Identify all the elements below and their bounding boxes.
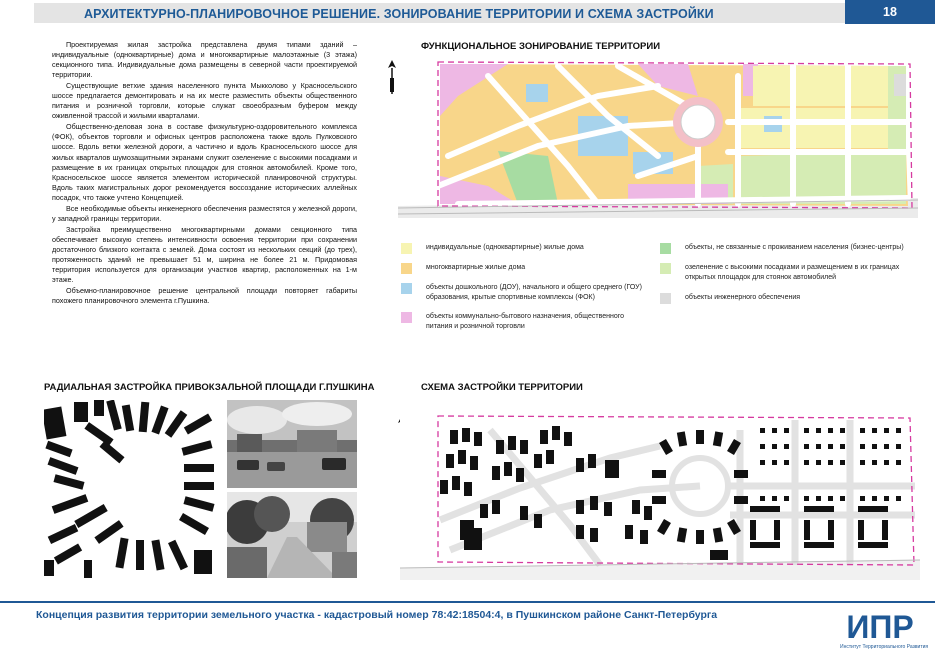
zoning-title: ФУНКЦИОНАЛЬНОЕ ЗОНИРОВАНИЕ ТЕРРИТОРИИ [421, 41, 661, 52]
scheme-title: СХЕМА ЗАСТРОЙКИ ТЕРРИТОРИИ [421, 382, 583, 393]
legend-label: объекты инженерного обеспечения [685, 294, 801, 301]
legend-item [401, 312, 651, 331]
street-photo-1 [227, 400, 357, 488]
footer-divider [0, 601, 935, 603]
legend-label: индивидуальные (одноквартирные) жилые дома [426, 244, 584, 251]
legend-swatch [401, 263, 412, 274]
logo-text: ИПР [846, 609, 914, 645]
legend-swatch [660, 263, 671, 274]
legend-item [401, 243, 651, 254]
legend-item [660, 243, 920, 254]
legend-item [401, 283, 651, 302]
page-title: АРХИТЕКТУРНО-ПЛАНИРОВОЧНОЕ РЕШЕНИЕ. ЗОНИРОВАНИЕ ТЕРРИТОРИИ И СХЕМА ЗАСТРОЙКИ [84, 7, 714, 21]
legend-item [401, 263, 651, 274]
logo-subtitle: Институт Территориального Развития [840, 644, 929, 650]
legend-label: объекты, не связанные с проживанием населения (бизнес-центры) [685, 244, 904, 251]
radial-title: РАДИАЛЬНАЯ ЗАСТРОЙКА ПРИВОКЗАЛЬНОЙ ПЛОЩАДИ Г.ПУШКИНА [44, 382, 375, 393]
intro-paragraph: Проектируемая жилая застройка представлена двумя типами зданий – индивидуальные (одноквартирные) дома и многоквартирные малоэтажные (3 этажа) секционного типа. Индивидуальные дома размещены в северной части проектируемой территории. [52, 40, 357, 80]
legend-label: объекты коммунально-бытового назначения, общественного питания и розничной торговли [426, 313, 625, 330]
intro-paragraph: Существующие ветхие здания населенного пункта Мыкколово у Красносельского шоссе предлагается демонтировать и на их месте разместить объекты общественного питания и розничной торговли, которые служат своеобразным буфером между оживленной трассой и жилыми кварталами. [52, 81, 357, 121]
header-bar [34, 3, 902, 23]
page-number: 18 [845, 0, 935, 24]
intro-paragraph: Объемно-планировочное решение центральной площади повторяет габариты похожего планировочного элемента г.Пушкина. [52, 286, 357, 306]
legend-swatch [660, 243, 671, 254]
legend-swatch [660, 293, 671, 304]
intro-paragraph: Общественно-деловая зона в составе физкультурно-оздоровительного комплекса (ФОК), объектов торговли и офисных центров расположена также вдоль Пулковского шоссе. Вдоль ветки железной дороги, а частично и вдоль Красносельского шоссе для жилых кварталов шумозащитными экранами служит озеленение с высокими посадками и размещение в их границах открытых площадок для стоянок автомобилей. Кроме того, Красносельское шоссе является элементом исторической планировочной структуры. Вдоль таких магистральных дорог рекомендуется воссоздание исторических аллейных посадок, что также учтено Концепцией. [52, 122, 357, 202]
legend-item [660, 293, 920, 304]
street-photo-2 [227, 492, 357, 578]
legend-swatch [401, 243, 412, 254]
legend-label: объекты дошкольного (ДОУ), начального и общего среднего (ГОУ) образования, крытые спортивные комплексы (ФОК) [426, 284, 642, 301]
radial-map [44, 400, 216, 578]
intro-paragraph: Все необходимые объекты инженерного обеспечения разместятся у железной дороги, у западной границы территории. [52, 203, 357, 223]
legend-swatch [401, 312, 412, 323]
legend-item [660, 263, 920, 282]
legend-label: многоквартирные жилые дома [426, 264, 526, 271]
legend-swatch [401, 283, 412, 294]
intro-paragraph: Застройка преимущественно многоквартирными домами секционного типа обеспечивает высокую степень интенсивности освоения территории при сохранении достаточного близкого контакта с землей. Дома состоят из нескольких секций (до трех), протяженность зданий не превышает 51 м, ширина не более 21 м. Придомовая территория используется для организации участков квартир, расположенных на 1-м этаже. [52, 224, 357, 285]
building-scheme-map [400, 410, 920, 580]
logo-icon [840, 606, 920, 646]
intro-text [52, 40, 357, 307]
zoning-map [398, 56, 918, 218]
legend-label: озеленение с высокими посадками и размещением в их границах открытых площадок для стоянок автомобилей [685, 264, 900, 281]
footer-caption: Концепция развития территории земельного участка - кадастровый номер 78:42:18504:4, в Пушкинском районе Санкт-Петербурга [36, 609, 718, 621]
